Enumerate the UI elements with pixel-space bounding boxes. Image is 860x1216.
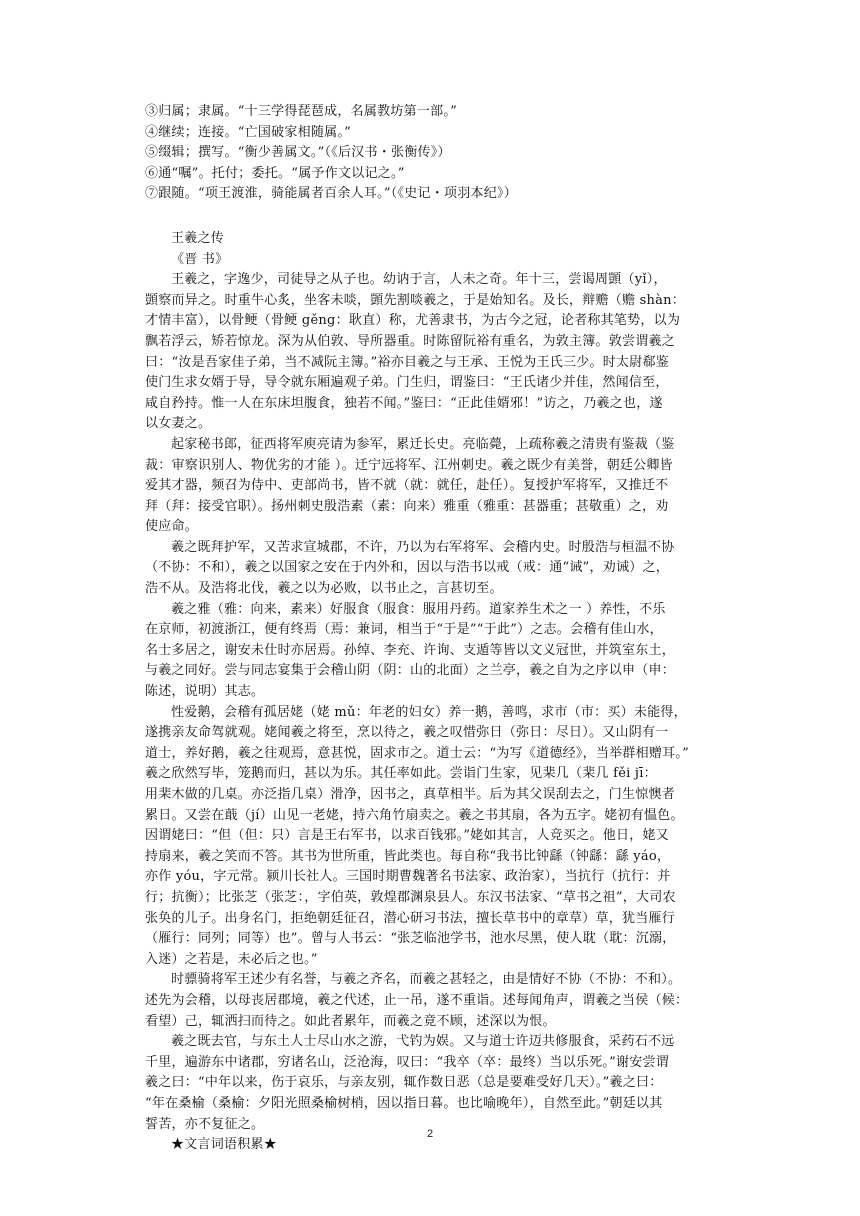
text-line: （雁行：同列；同等）也”。曾与人书云：“张芝临池学书，池水尽黑，使人耽（耽：沉溺， — [145, 931, 676, 947]
text-line: （不协：不和），羲之以国家之安在于内外和，因以与浩书以戒（戒：通“诫”，劝诫）之， — [145, 560, 670, 576]
text-line: 述先为会稽，以母丧居郡境，羲之代述，止一吊，遂不重诣。述每闻角声，谓羲之当侯（候： — [145, 992, 689, 1008]
text-line: 行；抗衡）；比张芝（张芝：，字伯英，敦煌郡渊泉县人。东汉书法家、“草书之祖”，大司农 — [145, 889, 676, 905]
text-line: 名士多居之，谢安未仕时亦居焉。孙绰、李充、许询、支遁等皆以文义冠世，并筑室东土， — [145, 642, 676, 658]
definition-item: ⑦跟随。“项王渡淮，骑能属者百余人耳。”（《史记・项羽本纪》） — [145, 186, 518, 202]
text-line: 用棐木做的几桌。亦泛指几桌）滑净，因书之，真草相半。后为其父误刮去之，门生惊懊者 — [145, 787, 676, 802]
text-line: 千里，遍游东中诸郡，穷诸名山，泛沧海，叹曰：“我卒（卒：最终）当以乐死。”谢安尝谓 — [145, 1054, 670, 1070]
text-line: 看望）己，辄洒扫而待之。如此者累年，而羲之竟不顾，述深以为恨。 — [145, 1013, 556, 1029]
text-line: 累日。又尝在蕺（jí）山见一老姥，持六角竹扇卖之。羲之书其扇，各为五字。姥初有愠色。 — [145, 807, 684, 823]
text-line: 陈述，说明）其志。 — [145, 684, 265, 700]
text-line: 羲之雅（雅：向来，素来）好服食（服食：服用丹药。道家养生术之一 ）养性，不乐 — [171, 601, 666, 617]
definition-list — [145, 102, 732, 205]
text-line: 使应命。 — [145, 519, 199, 535]
text-line: 因谓姥曰：“但（但：只）言是王右军书，以求百钱邪。”姥如其言，人竞买之。他日，姥又 — [145, 828, 670, 844]
definition-item: ④继续；连接。“亡国破家相随属。” — [145, 124, 352, 140]
definition-item: ⑥通“嘱”。托付；委托。“属予作文以记之。” — [145, 165, 405, 181]
text-line: 顗察而异之。时重牛心炙，坐客未啖，顗先割啖羲之，于是始知名。及长，辩赡（赡 shàn： — [145, 292, 686, 308]
article-body — [145, 270, 732, 1135]
text-line: 王羲之，字逸少，司徒导之从子也。幼讷于言，人未之奇。年十三，尝谒周顗（yǐ）， — [171, 272, 667, 288]
text-line: 张奂的儿子。出身名门，拒绝朝廷征召，潜心研习书法，擅长草书中的章草）草，犹当雁行 — [145, 910, 676, 926]
text-line: 道士，养好鹅，羲之往观焉，意甚悦，固求市之。道士云：“为写《道德经》，当举群相赠耳。” — [145, 745, 690, 761]
text-line: 在京师，初渡浙江，便有终焉（焉：兼词，相当于“于是”“于此”）之志。会稽有佳山水， — [145, 622, 663, 638]
text-line: 羲之欣然写毕，笼鹅而归，甚以为乐。其任率如此。尝诣门生家，见棐几（棐几 fěi jī： — [145, 766, 657, 782]
spacer — [145, 205, 732, 225]
text-line: 遂携亲友命驾就观。姥闻羲之将至，烹以待之，羲之叹惜弥日（弥日：尽日）。又山阴有一 — [145, 725, 669, 741]
article-source: 《晋 书》 — [171, 251, 229, 267]
page-number: 2 — [426, 1128, 434, 1140]
text-line: 亦作 yóu，字元常。颍川长社人。三国时期曹魏著名书法家、政治家），当抗行（抗行：并 — [145, 869, 671, 885]
article-title: 王羲之传 — [171, 230, 225, 246]
text-line: 浩不从。及浩将北伐，羲之以为必败，以书止之，言甚切至。 — [145, 581, 503, 597]
text-line: 羲之既去官，与东土人士尽山水之游，弋钓为娱。又与道士许迈共修服食，采药石不远 — [171, 1034, 675, 1050]
page-content — [145, 102, 732, 1156]
text-line: 持扇来，羲之笑而不答。其书为世所重，皆此类也。每自称“我书比钟繇（钟繇：繇 yáo， — [145, 848, 671, 864]
text-line: 才情丰富），以骨鲠（骨鲠 gěng：耿直）称，尤善隶书，为古今之冠，论者称其笔势，以为 — [145, 313, 681, 329]
text-line: 羲之曰：“中年以来，伤于哀乐，与亲友别，辄作数日恶（总是要难受好几天）。”羲之曰： — [145, 1075, 663, 1091]
text-line: 时骠骑将军王述少有名誉，与羲之齐名，而羲之甚轻之，由是情好不协（不协：不和）。 — [171, 972, 682, 988]
text-line: 以女妻之。 — [145, 416, 212, 432]
text-line: “年在桑榆（桑榆：夕阳光照桑榆树梢，因以指日暮。也比喻晚年），自然至此。”朝廷以其 — [145, 1095, 663, 1111]
text-line: 飘若浮云，矫若惊龙。深为从伯敦、导所器重。时陈留阮裕有重名，为敦主簿。敦尝谓羲之 — [145, 333, 676, 349]
text-line: 拜（拜：接受官职）。扬州刺史殷浩素（素：向来）雅重（雅重：甚器重；甚敬重）之，劝 — [145, 498, 669, 514]
text-line: 咸自矜持。惟一人在东床坦腹食，独若不闻。”鉴曰：“正此佳婿邪！”访之，乃羲之也，遂 — [145, 395, 663, 411]
text-line: 羲之既拜护军，又苦求宣城郡，不许，乃以为右军将军、会稽内史。时殷浩与桓温不协 — [171, 539, 675, 555]
text-line: 入迷）之若是，未必后之也。” — [145, 951, 318, 967]
definition-item: ⑤缀辑；撰写。“衡少善属文。”（《后汉书・张衡传》） — [145, 145, 451, 161]
definition-item: ③归属；隶属。“十三学得琵琶成，名属教坊第一部。” — [145, 104, 458, 119]
text-line: 誓苦，亦不复征之。 — [145, 1116, 265, 1132]
text-line: 起家秘书郎，征西将军庾亮请为参军，累迁长史。亮临薨，上疏称羲之清贵有鉴裁（鉴 — [171, 436, 675, 452]
text-line: 性爱鹅，会稽有孤居姥（姥 mǔ：年老的妇女）养一鹅，善鸣，求市（市：买）未能得， — [171, 704, 687, 720]
text-line: 爱其才器，频召为侍中、吏部尚书，皆不就（就：就任，赴任）。复授护军将军，又推迁不 — [145, 478, 669, 494]
text-line: 与羲之同好。尝与同志宴集于会稽山阴（阴：山的北面）之兰亭，羲之自为之序以申（申： — [145, 663, 676, 679]
text-line: 曰：“汝是吾家佳子弟，当不减阮主簿。”裕亦目羲之与王承、王悦为王氏三少。时太尉郗鉴 — [145, 354, 670, 370]
text-line: 裁：审察识别人、物优劣的才能 ）。迁宁远将军、江州刺史。羲之既少有美誉，朝廷公卿皆 — [145, 457, 673, 473]
text-line: 使门生求女婿于导，导令就东厢遍观子弟。门生归，谓鉴曰：“王氏诸少并佳，然闻信至， — [145, 375, 669, 391]
section-heading: ★文言词语积累★ — [171, 1137, 278, 1153]
